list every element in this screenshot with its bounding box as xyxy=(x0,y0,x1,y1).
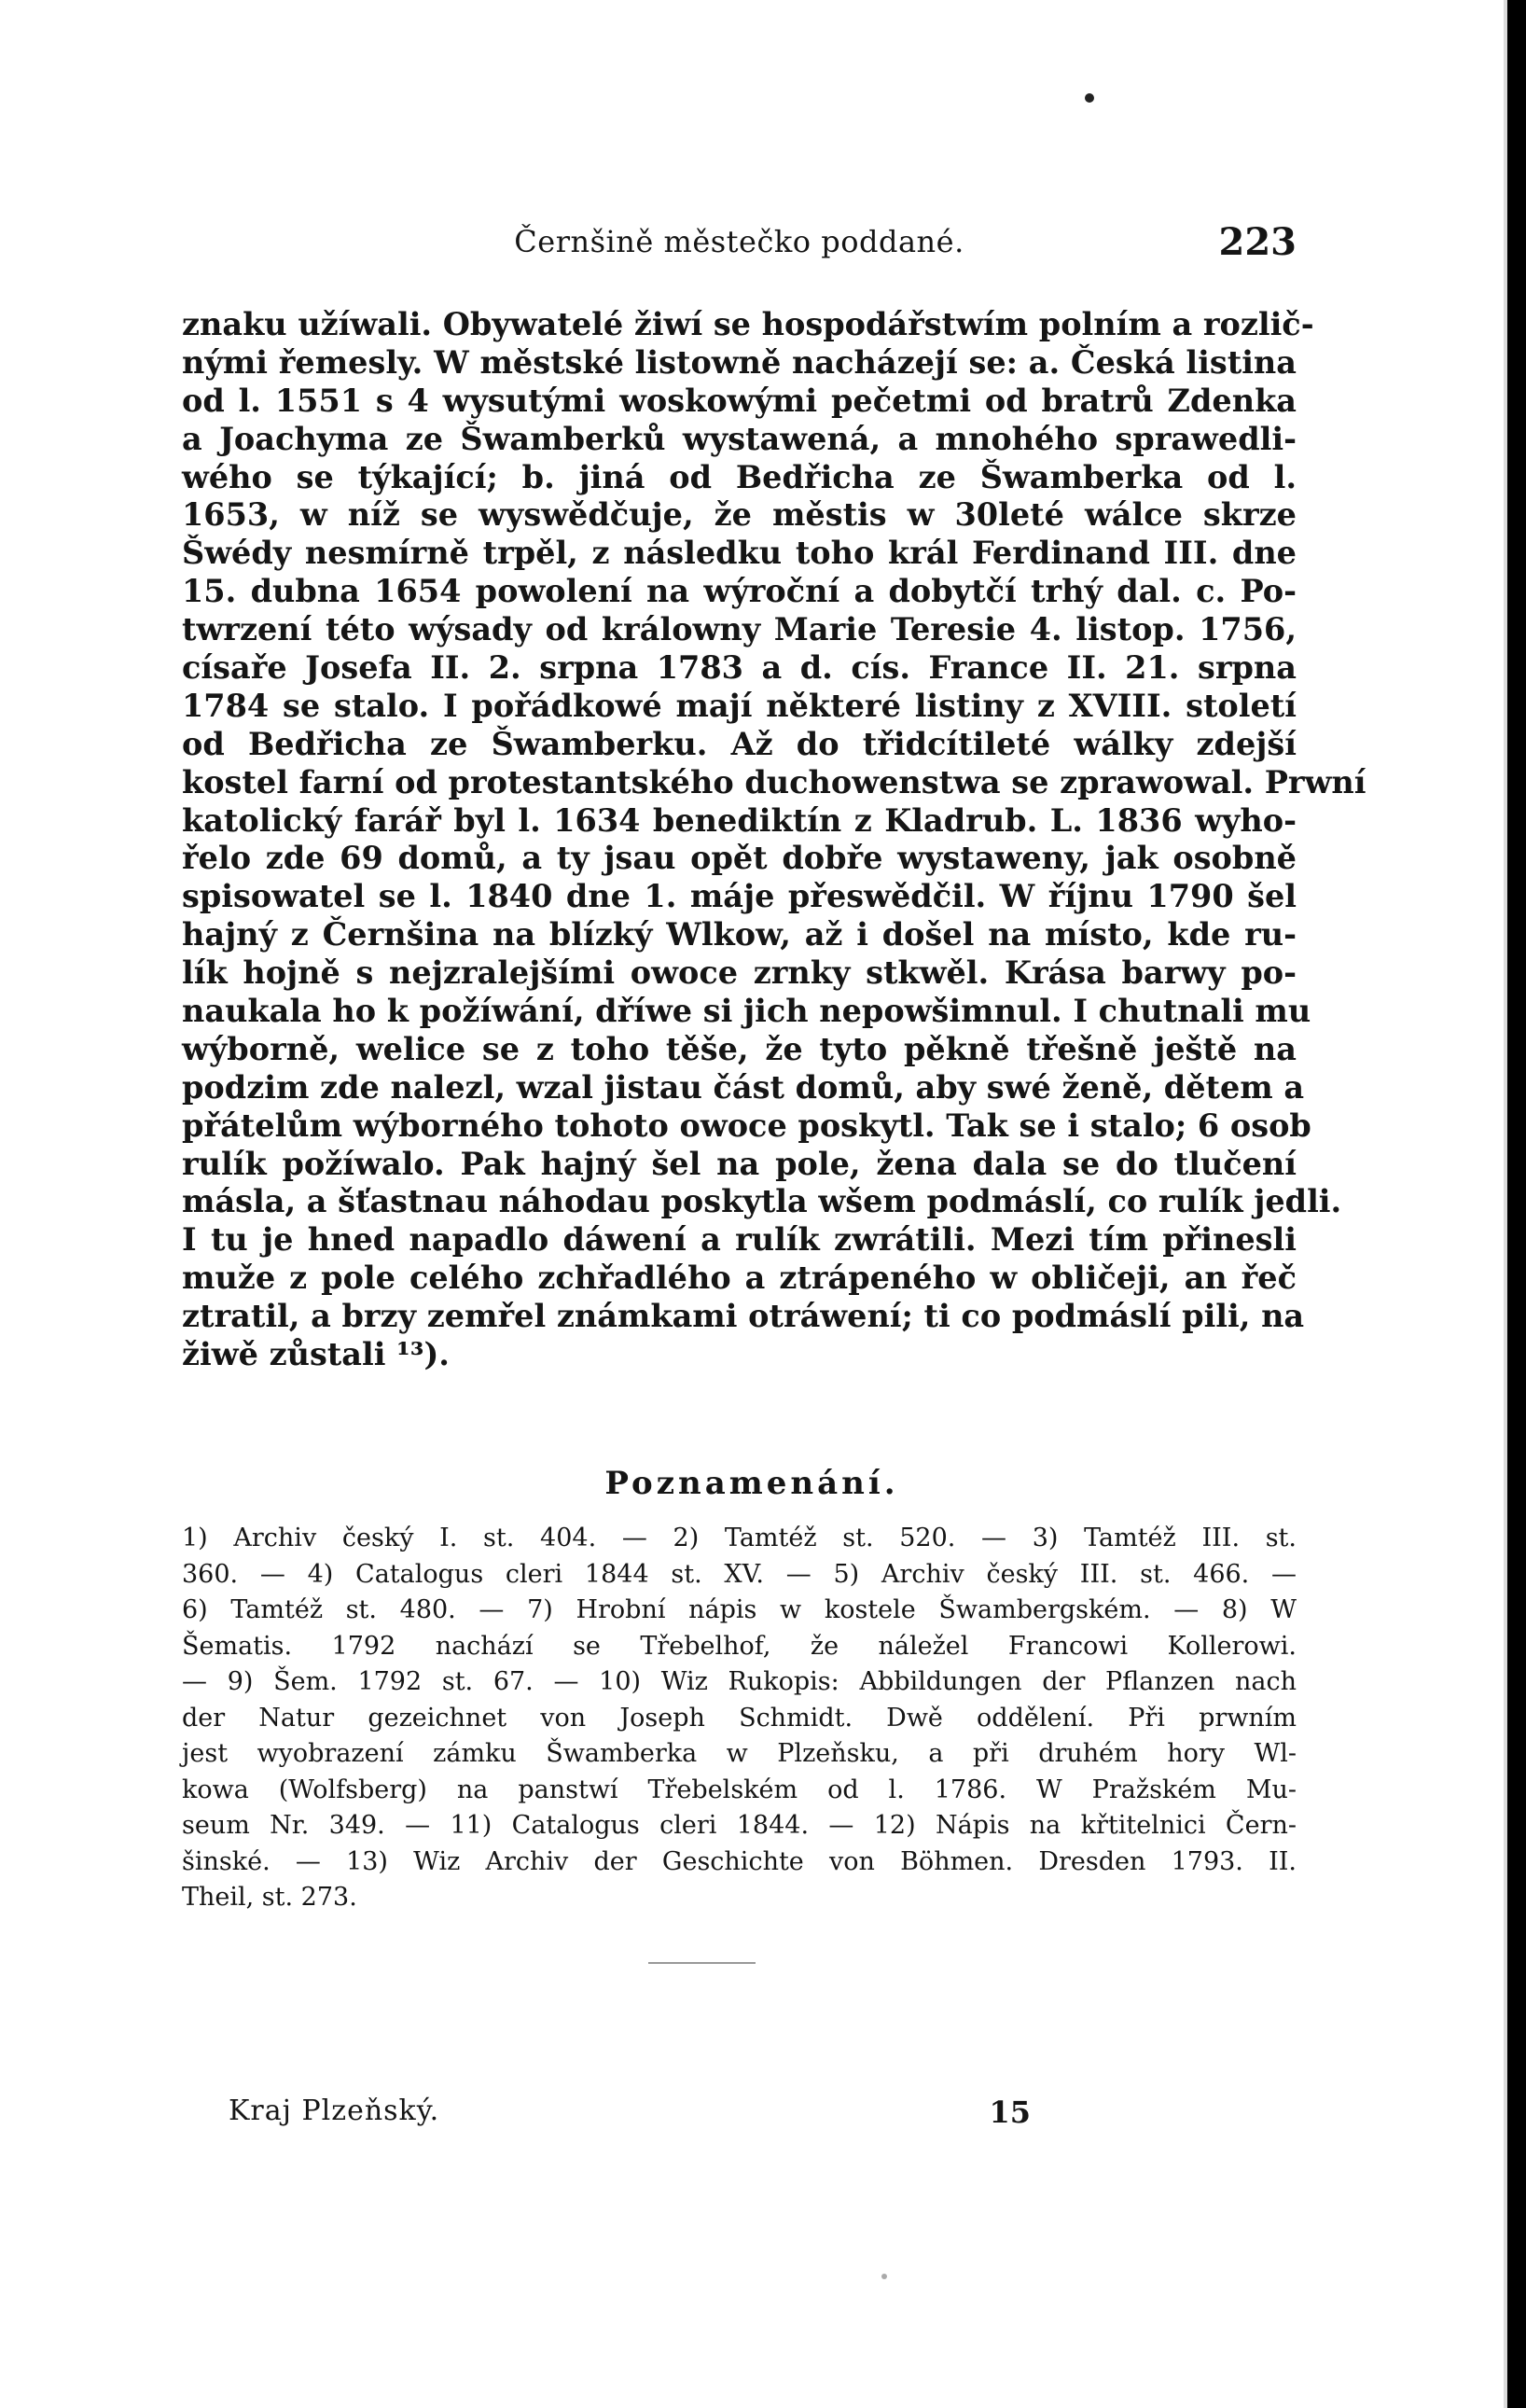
body-line: a Joachyma ze Šwamberků wystawená, a mnohého sprawedli- xyxy=(182,420,1297,457)
footnote-line: jest wyobrazení zámku Šwamberka w Plzeňsku, a při druhém hory Wl- xyxy=(182,1739,1297,1768)
body-line: podzim zde nalezl, wzal jistau část domů, aby swé ženě, dětem a xyxy=(182,1068,1305,1106)
body-line: ztratil, a brzy zemřel známkami otráwení; ti co podmáslí pili, na xyxy=(182,1298,1305,1335)
body-line: másla, a šťastnau náhodau poskytla wšem podmáslí, co rulík jedli. xyxy=(182,1183,1342,1220)
footnote-line: 1) Archiv český I. st. 404. — 2) Tamtéž st. 520. — 3) Tamtéž III. st. xyxy=(182,1524,1297,1552)
page-header xyxy=(182,220,1297,280)
body-line: nými řemesly. W městské listowně nacházejí se: a. Česká listina xyxy=(182,343,1297,381)
body-line: hajný z Černšina na blízký Wlkow, až i došel na místo, kde ru- xyxy=(182,916,1297,953)
body-text xyxy=(182,306,1366,1374)
body-line: twrzení této wýsady od králowny Marie Teresie 4. listop. 1756, xyxy=(182,611,1297,648)
body-line: císaře Josefa II. 2. srpna 1783 a d. cís. France II. 21. srpna xyxy=(182,649,1297,687)
notes-heading: Poznamenání. xyxy=(604,1465,899,1502)
body-line: spisowatel se l. 1840 dne 1. máje přeswědčil. W říjnu 1790 šel xyxy=(182,878,1297,915)
running-title: Černšině městečko poddané. xyxy=(514,224,964,259)
body-line: wého se týkající; b. jiná od Bedřicha ze Šwamberka od l. xyxy=(182,458,1297,495)
body-line: 1653, w níž se wyswědčuje, že městis w 30leté wálce skrze xyxy=(182,496,1297,534)
signature-mark: 15 xyxy=(989,2095,1031,2130)
body-line: znaku užíwali. Obywatelé žiwí se hospodářstwím polním a rozlič- xyxy=(182,306,1314,342)
body-line: od Bedřicha ze Šwamberku. Až do třidcítileté wálky zdejší xyxy=(182,725,1297,762)
footnote-line: šinské. — 13) Wiz Archiv der Geschichte von Böhmen. Dresden 1793. II. xyxy=(182,1846,1297,1876)
body-line: muže z pole celého zchřadlého a ztrápeného w obličeji, an řeč xyxy=(182,1260,1297,1297)
body-line: řelo zde 69 domů, a ty jsau opět dobře wystaweny, jak osobně xyxy=(182,840,1297,877)
body-line: rulík požíwalo. Pak hajný šel na pole, žena dala se do tlučení xyxy=(182,1145,1297,1182)
ink-speck xyxy=(1085,93,1094,103)
page-footer xyxy=(229,2095,1031,2150)
footnote-line: 6) Tamtéž st. 480. — 7) Hrobní nápis w kostele Šwambergském. — 8) W xyxy=(182,1595,1297,1624)
page-number: 223 xyxy=(1218,220,1297,264)
body-line: od l. 1551 s 4 wysutými woskowými pečetmi od bratrů Zdenka xyxy=(182,382,1297,419)
footer-region: Kraj Plzeňský. xyxy=(229,2095,440,2127)
footnote-line: 360. — 4) Catalogus cleri 1844 st. XV. — 5) Archiv český III. st. 466. — xyxy=(182,1559,1297,1589)
body-line: 15. dubna 1654 powolení na wýroční a dobytčí trhý dal. c. Po- xyxy=(182,573,1297,610)
body-line: žiwě zůstali ¹³). xyxy=(182,1336,450,1373)
body-line: wýborně, welice se z toho těše, že tyto pěkně třešně ještě na xyxy=(182,1030,1297,1067)
ink-speck xyxy=(881,2274,887,2279)
body-line: přátelům wýborného tohoto owoce poskytl. Tak se i stalo; 6 osob xyxy=(182,1107,1311,1144)
body-line: Šwédy nesmírně trpěl, z následku toho král Ferdinand III. dne xyxy=(182,535,1297,572)
footnote-line: kowa (Wolfsberg) na panstwí Třebelském od l. 1786. W Pražském Mu- xyxy=(182,1775,1297,1804)
body-line: naukala ho k požíwání, dříwe si jich nepowšimnul. I chutnali mu xyxy=(182,993,1311,1030)
body-line: kostel farní od protestantského duchowenstwa se zprawowal. Prwní xyxy=(182,763,1366,800)
body-line: lík hojně s nejzralejšími owoce zrnky stkwěl. Krása barwy po- xyxy=(182,954,1297,992)
footnote-line: — 9) Šem. 1792 st. 67. — 10) Wiz Rukopis: Abbildungen der Pflanzen nach xyxy=(182,1667,1297,1696)
footnote-line: der Natur gezeichnet von Joseph Schmidt. Dwě oddělení. Při prwním xyxy=(182,1703,1297,1733)
body-line: I tu je hned napadlo dáwení a rulík zwrátili. Mezi tím přinesli xyxy=(182,1221,1297,1259)
footnote-line: Theil, st. 273. xyxy=(182,1883,357,1912)
footnotes xyxy=(182,1521,1297,1916)
footnote-line: seum Nr. 349. — 11) Catalogus cleri 1844. — 12) Nápis na křtitelnici Čern- xyxy=(182,1811,1297,1840)
section-divider xyxy=(648,1962,756,1964)
footnote-line: Šematis. 1792 nachází se Třebelhof, že náležel Francowi Kollerowi. xyxy=(182,1631,1297,1661)
body-line: katolický farář byl l. 1634 benediktín z Kladrub. L. 1836 wyho- xyxy=(182,801,1297,839)
body-line: 1784 se stalo. I pořádkowé mají některé listiny z XVIII. století xyxy=(182,687,1297,724)
